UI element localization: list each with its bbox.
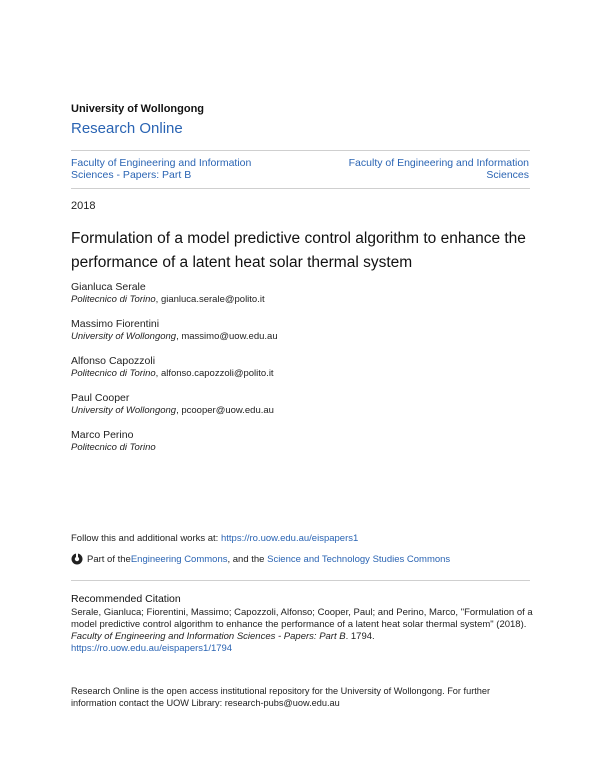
author-entry: Alfonso Capozzoli Politecnico di Torino, alfonso.capozzoli@polito.it — [71, 355, 531, 392]
repository-footer: Research Online is the open access institutional repository for the University of Wollongong. For further information contact the UOW Library: research-pubs@uow.edu.au — [71, 686, 491, 708]
citation-authors-title: Serale, Gianluca; Fiorentini, Massimo; Capozzoli, Alfonso; Cooper, Paul; and Perino, Marco, "Formulation of a model predictive control algorithm to enhance the performance of a latent heat solar thermal system" (2018). — [71, 607, 533, 630]
author-entry: Gianluca Serale Politecnico di Torino, gianluca.serale@polito.it — [71, 281, 531, 318]
publication-year: 2018 — [71, 200, 96, 212]
author-entry: Massimo Fiorentini University of Wollongong, massimo@uow.edu.au — [71, 318, 531, 355]
author-institution: Politecnico di Torino — [71, 294, 156, 305]
part-of-line — [71, 553, 450, 565]
faculty-link-left[interactable]: Faculty of Engineering and Information Sciences - Papers: Part B — [71, 157, 252, 181]
repository-link[interactable]: Research Online — [71, 120, 183, 137]
follow-url-link[interactable]: https://ro.uow.edu.au/eispapers1 — [220, 533, 359, 544]
divider — [71, 150, 530, 151]
author-email[interactable]: gianluca.serale@polito.it — [160, 294, 265, 305]
open-access-icon — [71, 553, 83, 565]
author-institution: Politecnico di Torino — [71, 368, 156, 379]
sts-commons-link[interactable]: Science and Technology Studies Commons — [267, 553, 451, 565]
divider — [71, 188, 530, 189]
follow-text: Follow this and additional works at: — [71, 533, 221, 544]
part-of-middle: , and the — [227, 553, 268, 565]
author-institution: University of Wollongong — [71, 331, 177, 342]
paper-title: Formulation of a model predictive control algorithm to enhance the performance of a latent heat solar thermal system — [71, 230, 526, 271]
author-email[interactable]: pcooper@uow.edu.au — [181, 405, 274, 416]
engineering-commons-link[interactable]: Engineering Commons — [130, 553, 228, 565]
author-email[interactable]: alfonso.capozzoli@polito.it — [160, 368, 274, 379]
author-name: Alfonso Capozzoli — [71, 355, 156, 367]
part-of-prefix: Part of the — [87, 553, 131, 565]
citation-text — [71, 607, 533, 655]
author-name: Marco Perino — [71, 429, 134, 441]
author-name: Paul Cooper — [71, 392, 130, 404]
author-entry: Paul Cooper University of Wollongong, pcooper@uow.edu.au — [71, 392, 531, 429]
author-entry — [71, 429, 531, 466]
author-institution: University of Wollongong — [71, 405, 177, 416]
author-list — [71, 281, 531, 466]
author-email[interactable]: massimo@uow.edu.au — [181, 331, 278, 342]
citation-issue: . 1794. — [345, 631, 375, 642]
divider — [71, 580, 530, 581]
faculty-link-right[interactable]: Faculty of Engineering and Information Sciences — [348, 157, 529, 181]
citation-heading: Recommended Citation — [71, 593, 181, 605]
author-institution: Politecnico di Torino — [71, 442, 156, 453]
author-name: Gianluca Serale — [71, 281, 146, 293]
author-name: Massimo Fiorentini — [71, 318, 160, 330]
university-name: University of Wollongong — [71, 103, 205, 115]
follow-line — [71, 533, 358, 544]
citation-url-link[interactable]: https://ro.uow.edu.au/eispapers1/1794 — [71, 643, 233, 654]
citation-journal: Faculty of Engineering and Information Sciences - Papers: Part B — [71, 631, 346, 642]
